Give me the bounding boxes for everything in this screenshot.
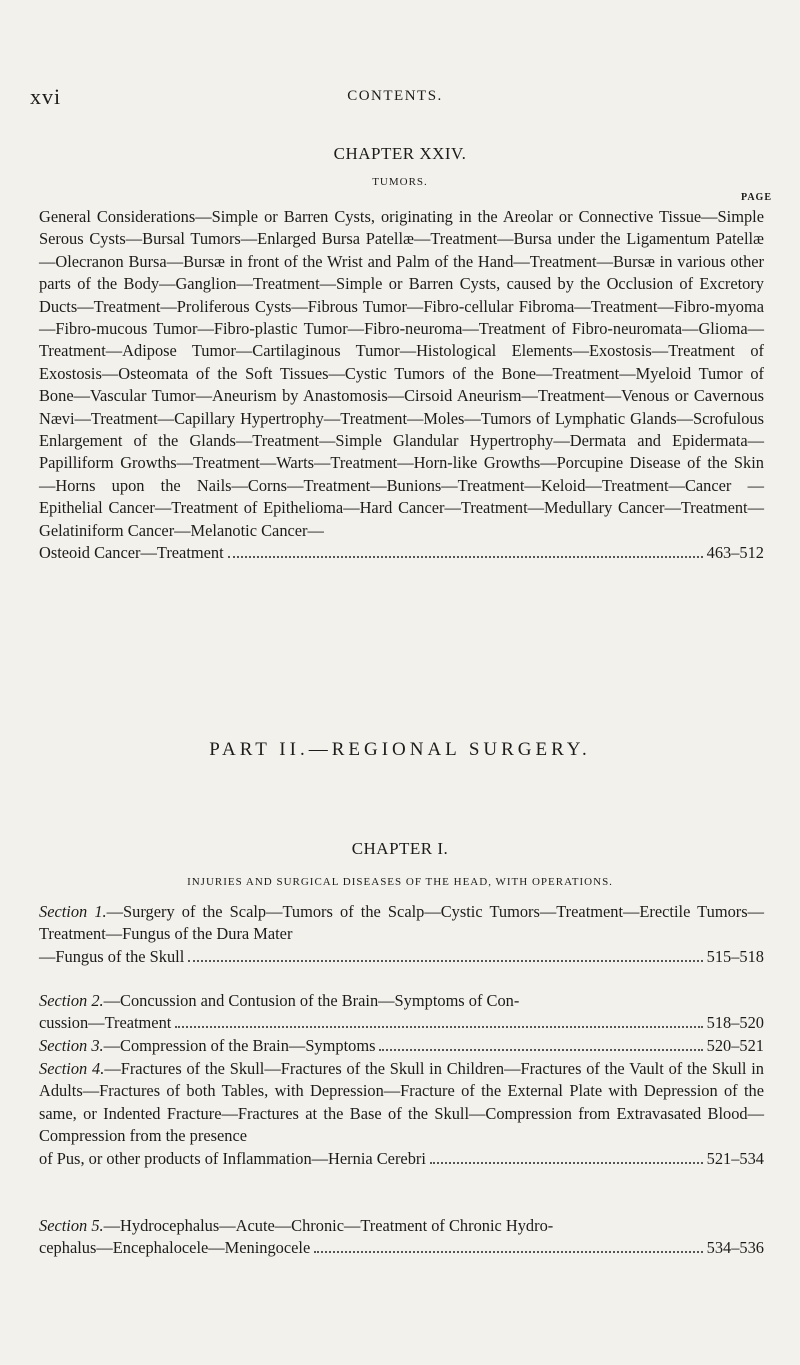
- section-1-entry: [39, 901, 764, 968]
- dot-leader: [430, 1162, 703, 1164]
- chapter-24-pages: 463–512: [706, 543, 764, 563]
- chapter-24-last-entry: [39, 542, 764, 564]
- chapter-24-contents: [39, 206, 764, 565]
- section-5-label: Section 5.: [39, 1216, 104, 1235]
- dot-leader: [228, 556, 703, 558]
- section-5-entry: [39, 1215, 764, 1260]
- chapter-1-subject: INJURIES AND SURGICAL DISEASES OF THE HEAD, WITH OPERATIONS.: [187, 876, 613, 888]
- section-2-last-line: cussion—Treatment: [39, 1013, 172, 1033]
- section-1-label: Section 1.: [39, 902, 107, 921]
- section-3-last-line: —Compression of the Brain—Symptoms: [103, 1036, 376, 1055]
- section-2-entry: [39, 990, 764, 1035]
- section-1-text: —Surgery of the Scalp—Tumors of the Scalp—Cystic Tumors—Treatment—Erectile Tumors—Treatment—Fungus of the Dura Mater: [39, 902, 764, 944]
- chapter-24-heading: CHAPTER XXIV.: [333, 144, 467, 163]
- section-3-pages: 520–521: [706, 1036, 764, 1055]
- section-3-label: Section 3.: [39, 1036, 104, 1055]
- chapter-24-subject: TUMORS.: [372, 176, 428, 188]
- section-2-text: —Concussion and Contusion of the Brain—Symptoms of Con-: [103, 991, 520, 1010]
- section-2-label: Section 2.: [39, 991, 104, 1010]
- section-5-last-line: cephalus—Encephalocele—Meningocele: [39, 1238, 311, 1258]
- section-4-pages: 521–534: [706, 1148, 764, 1168]
- section-4-entry: [39, 1058, 764, 1170]
- section-1-last-line: —Fungus of the Skull: [39, 946, 185, 966]
- chapter-24-last-line: Osteoid Cancer—Treatment: [39, 543, 224, 563]
- page-column-label: PAGE: [740, 192, 772, 203]
- chapter-24-text: General Considerations—Simple or Barren Cysts, originating in the Areolar or Connective Tissue—Simple Serous Cysts—Bursal Tumors—Enlarged Bursa Patellæ—Treatment—Bursa under the Ligamentum Patellæ—Olecranon Bursa—Bursæ in front of the Wrist and Palm of the Hand—Treatment—Bursæ in various other parts of the Body—Ganglion—Treatment—Simple or Barren Cysts, caused by the Occlusion of Excretory Ducts—Treatment—Proliferous Cysts—Fibrous Tumor—Fibro-cellular Fibroma—Treatment—Fibro-myoma—Fibro-mucous Tumor—Fibro-plastic Tumor—Fibro-neuroma—Treatment of Fibro-neuromata—Glioma—Treatment—Adipose Tumor—Cartilaginous Tumor—Histological Elements—Exostosis—Treatment of Exostosis—Osteomata of the Soft Tissues—Cystic Tumors of the Bone—Treatment—Myeloid Tumor of Bone—Vascular Tumor—Aneurism by Anastomosis—Cirsoid Aneurism—Treatment—Venous or Cavernous Nævi—Treatment—Capillary Hypertrophy—Treatment—Moles—Tumors of Lymphatic Glands—Scrofulous Enlargement of the Glands—Treatment—Simple Glandular Hypertrophy—Dermata and Epidermata—Papilliform Growths—Treatment—Warts—Treatment—Horn-like Growths—Porcupine Disease of the Skin—Horns upon the Nails—Corns—Treatment—Bunions—Treatment—Keloid—Treatment—Cancer — Epithelial Cancer—Treatment of Epithelioma—Hard Cancer—Treatment—Medullary Cancer—Treatment—Gelatiniform Cancer—Melanotic Cancer—: [39, 207, 764, 540]
- section-2-pages: 518–520: [706, 1013, 764, 1033]
- section-4-text: —Fractures of the Skull—Fractures of the Skull in Children—Fractures of the Vault of the Skull in Adults—Fractures of both Tables, with Depression—Fracture of the External Plate with Depression of the same, or Indented Fracture—Fractures at the Base of the Skull—Compression from Extravasated Blood—Compression from the presence: [39, 1059, 764, 1146]
- running-head: [30, 84, 760, 114]
- section-4-label: Section 4.: [39, 1059, 105, 1078]
- section-1-pages: 515–518: [706, 946, 764, 966]
- dot-leader: [175, 1026, 702, 1028]
- section-4-last-line: of Pus, or other products of Inflammation—Hernia Cerebri: [39, 1148, 426, 1168]
- chapter-1-heading: CHAPTER I.: [351, 839, 449, 858]
- part-2-title: PART II.—REGIONAL SURGERY.: [209, 739, 591, 760]
- dot-leader: [188, 960, 702, 962]
- running-title: CONTENTS.: [347, 88, 443, 104]
- dot-leader: [314, 1251, 702, 1253]
- dot-leader: [379, 1049, 702, 1051]
- page-numeral: xvi: [30, 84, 62, 109]
- section-5-text: —Hydrocephalus—Acute—Chronic—Treatment of Chronic Hydro-: [103, 1216, 554, 1235]
- section-5-pages: 534–536: [706, 1238, 764, 1258]
- section-3-entry: [39, 1035, 764, 1057]
